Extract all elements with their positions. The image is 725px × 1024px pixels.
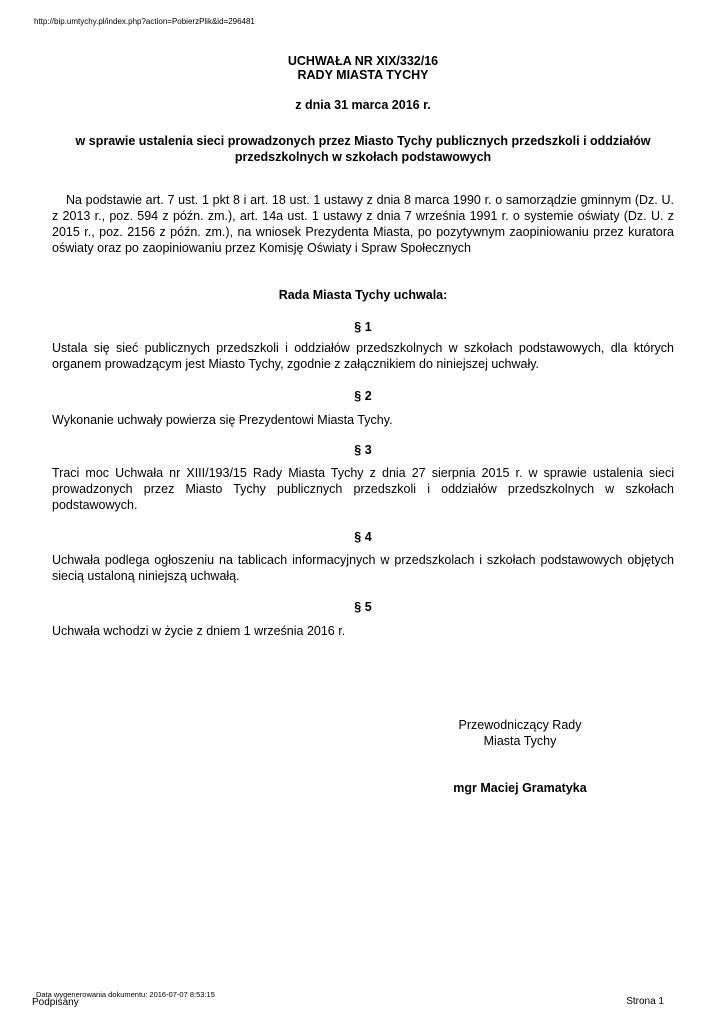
page-number: Strona 1	[626, 996, 664, 1007]
resolution-subject: w sprawie ustalenia sieci prowadzonych przez Miasto Tychy publicznych przedszkoli i oddziałów przedszkolnych w szkołach podstawowych	[75, 134, 651, 164]
signatory-name: mgr Maciej Gramatyka	[453, 781, 587, 795]
section-mark-5: § 5	[354, 600, 372, 614]
generation-date: Data wygenerowania dokumentu: 2016-07-07 8:53:15	[36, 990, 215, 999]
resolution-title: UCHWAŁA NR XIX/332/16	[287, 54, 439, 68]
council-resolves: Rada Miasta Tychy uchwala:	[278, 288, 448, 302]
section-text-4: Uchwała podlega ogłoszeniu na tablicach informacyjnych w przedszkolach i szkołach podstawowych objętych siecią ustaloną niniejszą uchwałą.	[52, 553, 674, 583]
section-text-3: Traci moc Uchwała nr XIII/193/15 Rady Miasta Tychy z dnia 27 sierpnia 2015 r. w sprawie ustalenia sieci prowadzonych przez Miasto Tychy publicznych przedszkoli i oddziałów przedszkolnych w szkołach podstawowych.	[52, 466, 674, 512]
section-text-2: Wykonanie uchwały powierza się Prezydentowi Miasta Tychy.	[52, 413, 393, 427]
section-mark-3: § 3	[354, 443, 372, 457]
section-mark-4: § 4	[354, 530, 372, 544]
preamble: Na podstawie art. 7 ust. 1 pkt 8 i art. 18 ust. 1 ustawy z dnia 8 marca 1990 r. o samorządzie gminnym (Dz. U. z 2013 r., poz. 594 z późn. zm.), art. 14a ust. 1 ustawy z dnia 7 września 1991 r. o systemie oświaty (Dz. U. z 2015 r., poz. 2156 z późn. zm.), na wniosek Prezydenta Miasta, po pozytywnym zaopiniowaniu przez kuratora oświaty oraz po zaopiniowaniu przez Komisję Oświaty i Spraw Społecznych	[52, 193, 674, 255]
signatory-role: Przewodniczący Rady	[458, 718, 582, 732]
section-text-5: Uchwała wchodzi w życie z dniem 1 września 2016 r.	[52, 624, 346, 638]
section-mark-2: § 2	[354, 389, 372, 403]
source-url: http://bip.umtychy.pl/index.php?action=PobierzPlik&id=296481	[34, 17, 255, 26]
signatory-role-city: Miasta Tychy	[483, 734, 557, 748]
section-text-1: Ustala się sieć publicznych przedszkoli i oddziałów przedszkolnych w szkołach podstawowych, dla których organem prowadzącym jest Miasto Tychy, zgodnie z załącznikiem do niniejszej uchwały.	[52, 341, 674, 371]
signed-label: Podpisany	[32, 997, 79, 1008]
council-name: RADY MIASTA TYCHY	[297, 68, 429, 82]
resolution-date: z dnia 31 marca 2016 r.	[295, 98, 431, 112]
section-mark-1: § 1	[354, 320, 372, 334]
